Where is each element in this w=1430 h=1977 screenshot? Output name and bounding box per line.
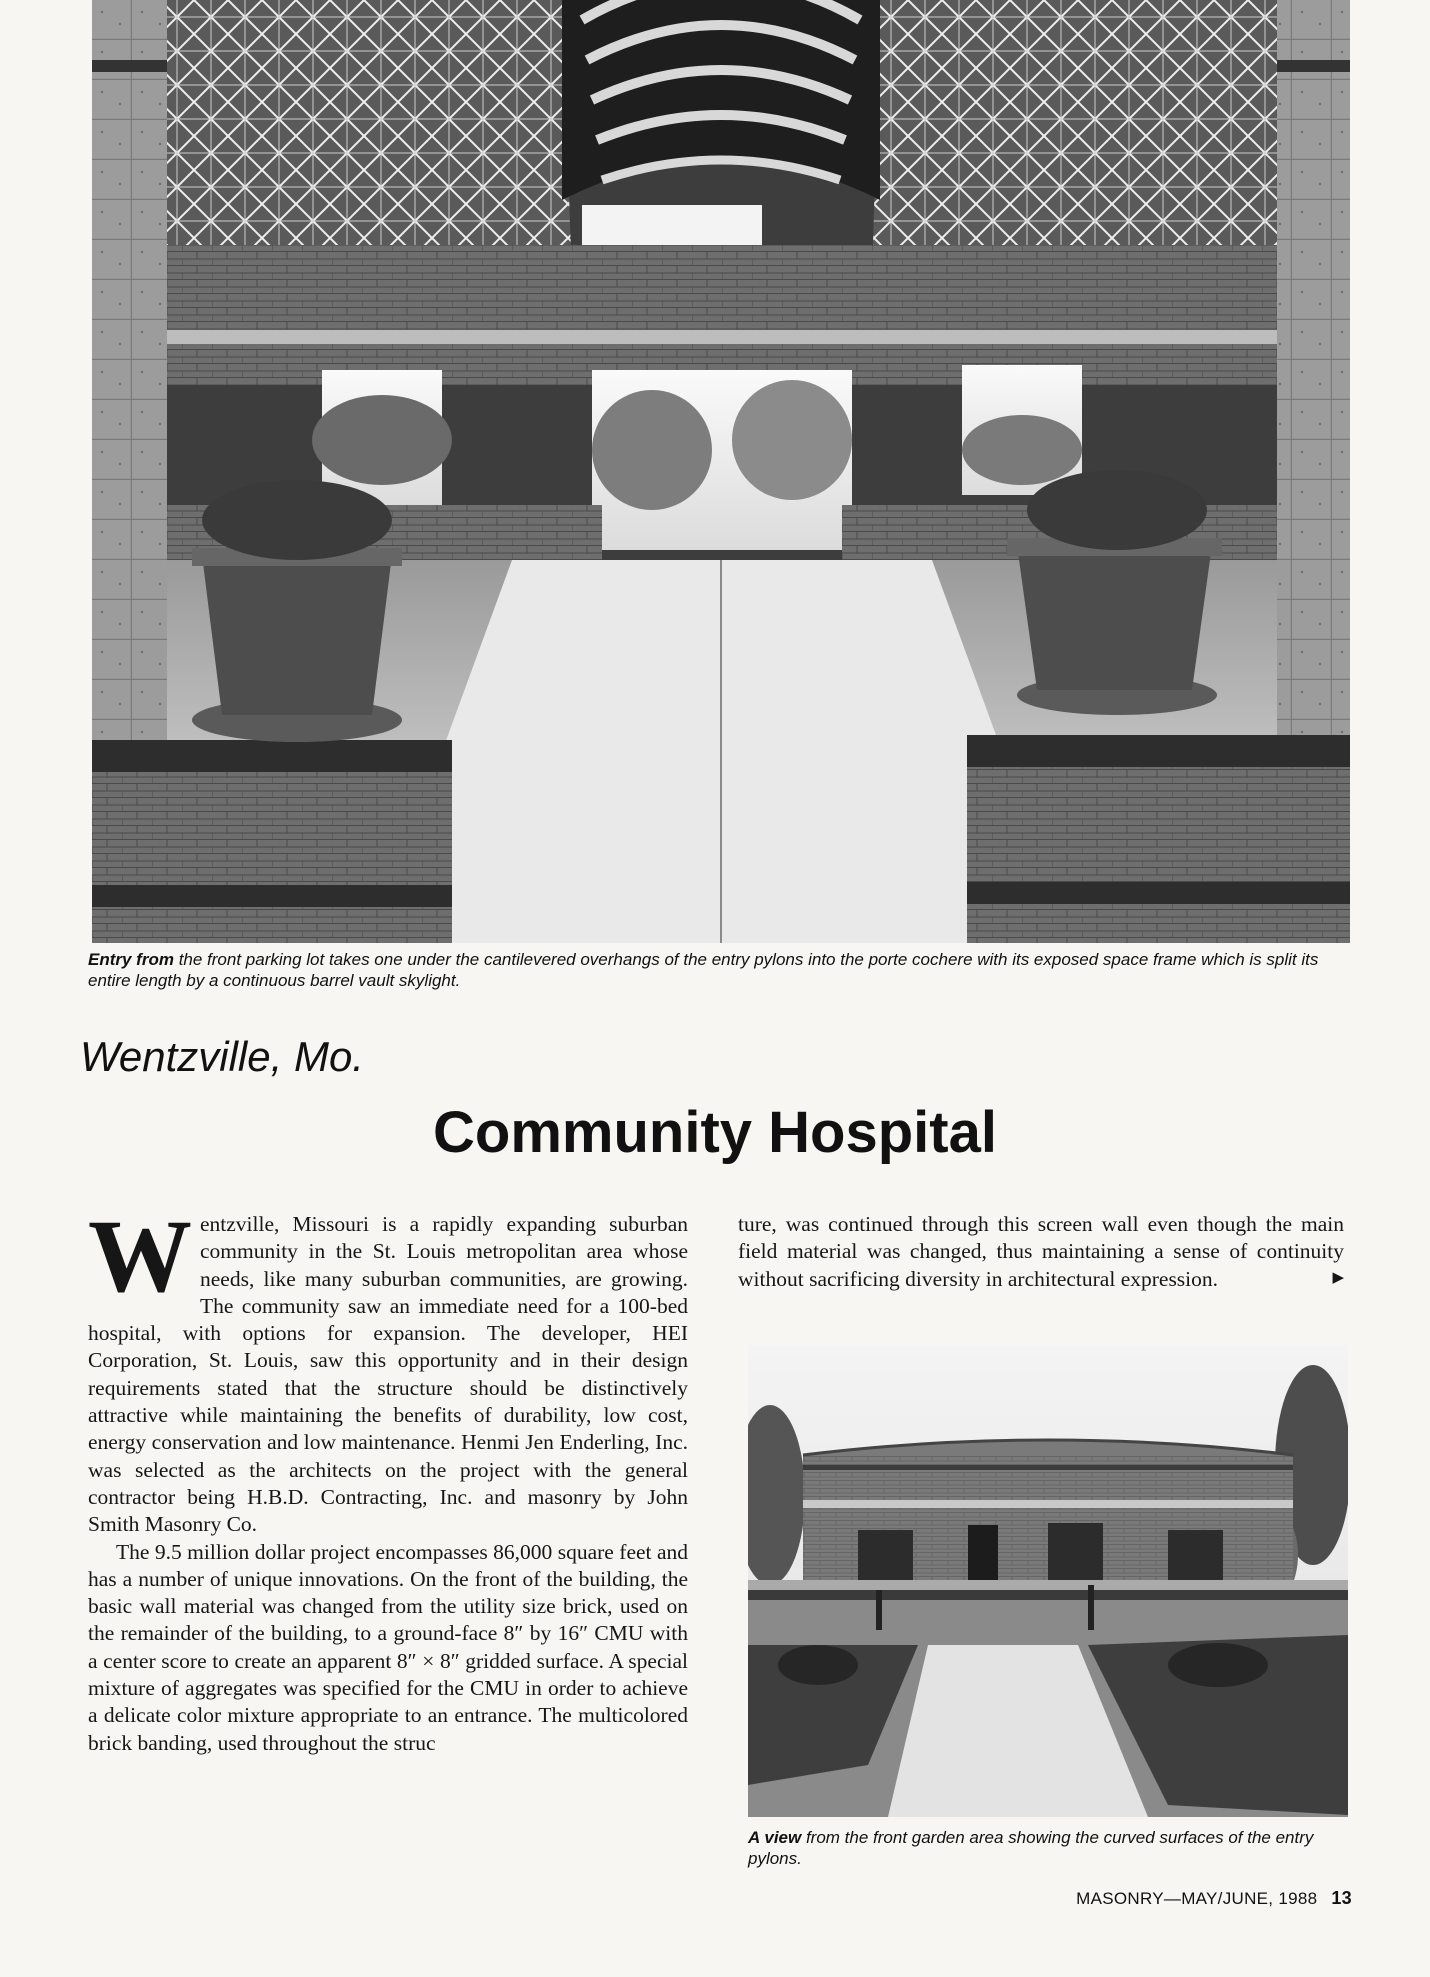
article-paragraph-2: The 9.5 million dollar project encompasses 86,000 square feet and has a number of unique innovations. On the front of the building, the basic wall material was changed from the utility size brick, used on the remainder of the building, to a ground-face 8″ by 16″ CMU with a center score to create an apparent 8″ × 8″ gridded surface. A special mixture of aggregates was specified for the CMU in order to achieve a delicate color mixture appropriate to an entrance. The multicolored brick banding, used throughout the struc <box>88 1539 688 1755</box>
caption-text: the front parking lot takes one under the cantilevered overhangs of the entry pylons into the porte cochere with its exposed space frame which is split its entire length by a continuous barrel vault skylight. <box>88 950 1319 990</box>
garden-view-photo <box>748 1345 1348 1817</box>
drop-cap: W <box>88 1199 192 1314</box>
continue-arrow-icon: ▶ <box>1332 1267 1344 1286</box>
entry-photo <box>92 0 1350 943</box>
page-number: 13 <box>1331 1888 1352 1908</box>
article-title: Community Hospital <box>433 1100 997 1165</box>
article-column-left <box>88 1199 688 1757</box>
article-location: Wentzville, Mo. <box>80 1033 364 1080</box>
article-paragraph-1 <box>88 1199 688 1539</box>
paragraph-1-text: entzville, Missouri is a rapidly expanding suburban community in the St. Louis metropolitan area whose needs, like many suburban communities, are growing. The community saw an immediate need for a 100-bed hospital, with options for expansion. The developer, HEI Corporation, St. Louis, saw this opportunity and in their design requirements stated that the structure should be distinctively attractive while maintaining the benefits of durability, low cost, energy conservation and low maintenance. Henmi Jen Enderling, Inc. was selected as the architects on the project with the general contractor being H.B.D. Contracting, Inc. and masonry by John Smith Masonry Co. <box>88 1212 688 1537</box>
entry-photo-caption <box>88 949 1350 991</box>
article-column-right <box>738 1211 1344 1293</box>
caption-lead: A view <box>748 1828 802 1847</box>
caption-text: from the front garden area showing the curved surfaces of the entry pylons. <box>748 1828 1314 1868</box>
publication-line: MASONRY—MAY/JUNE, 1988 <box>1076 1889 1318 1908</box>
garden-view-photo-image <box>748 1345 1348 1817</box>
page-footer <box>1076 1888 1352 1909</box>
article-paragraph-3: ture, was continued through this screen wall even though the main field material was changed, thus maintaining a sense of continuity without sacrificing diversity in architectural expression. <box>738 1212 1344 1291</box>
garden-view-caption <box>748 1827 1348 1869</box>
caption-lead: Entry from <box>88 950 174 969</box>
entry-photo-image <box>92 0 1350 943</box>
